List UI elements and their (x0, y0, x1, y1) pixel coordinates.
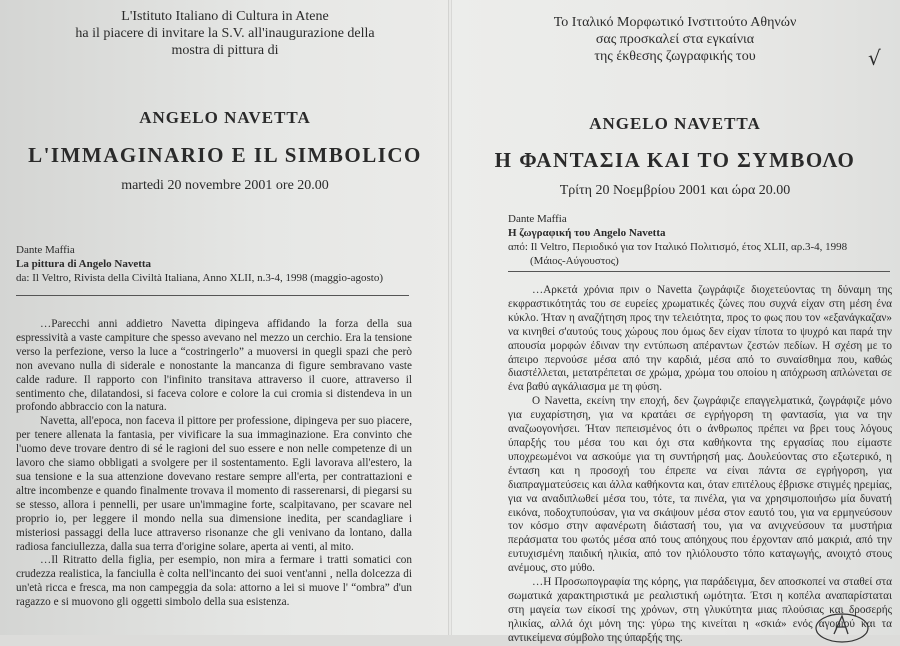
opening-date: martedi 20 novembre 2001 ore 20.00 (121, 178, 329, 193)
source-citation: da: Il Veltro, Rivista della Civiltà Italiana, Anno XLII, n.3-4, 1998 (maggio-agosto) (16, 272, 384, 284)
handwritten-signature-icon (812, 606, 872, 636)
artist-name: ANGELO NAVETTA (139, 108, 311, 127)
paragraph: …Η Προσωπογραφία της κόρης, για παράδειγμα, δεν αποσκοπεί να σταθεί στα σωματικά χαρακτηριστικά με ρεαλιστική ωμότητα. Έτσι η κοπέλα αναπαρίσταται στη μαγεία των είκοσί της χρόνων, στη γλυκύτητα μιας πλούσιας και δροσερής ηλικίας, αλλά όχι μόνη της: γύρω της κινείται η «σκιά» ενός αγοριού και τα αντικείμενα σύμβολο της ύπαρξής της. (508, 576, 892, 644)
paragraph: …Parecchi anni addietro Navetta dipingeva affidando la forza della sua espressività a vaste campiture che spesso avevano nel mezzo un cerchio. Era la tensione verso la perfezione, verso la luce a “costringerlo” a muoversi in quegli spazi che però non avevano nulla di siderale e nonostante la mancanza di figure sembravano vaste calde radure. Il rapporto con l'infinito transitava attraverso il cuore, attraverso il sentimento che, dilatandosi, si faceva colore e colore la cui cromia si distendeva in un profondo abbraccio con la natura. (16, 318, 412, 414)
source-period: (Μάιος-Αύγουστος) (530, 255, 619, 267)
article-title: La pittura di Angelo Navetta (16, 258, 152, 270)
article-source (16, 243, 446, 285)
italian-page (0, 0, 450, 635)
invite-line: L'Istituto Italiano di Cultura in Atene (121, 9, 329, 24)
greek-page (450, 0, 900, 644)
author: Dante Maffia (16, 244, 75, 256)
article-source (508, 212, 896, 268)
opening-date: Τρίτη 20 Νοεμβρίου 2001 και ώρα 20.00 (559, 183, 791, 198)
exhibition-title: L'IMMAGINARIO E IL SIMBOLICO (28, 143, 422, 167)
invite-line: σας προσκαλεί στα εγκαίνια (595, 32, 755, 47)
divider (16, 295, 409, 296)
paragraph: …Αρκετά χρόνια πριν ο Navetta ζωγράφιζε διοχετεύοντας τη δύναμη της εκφραστικότητάς του σε ευρείες χρωματικές ζώνες που συχνά είχαν στη μέση ένα κύκλο. Ήταν η αναζήτηση προς την τελειότητα, προς το φως που τον «εξανάγκαζαν» να κινηθεί σ'αυτούς τους χώρους που όμως δεν είχαν τίποτα το ψυχρό και παρά την απουσία μορφών έδιναν την εντύπωση απέραντων ζεστών πεδίων. Η σχέση με το άπειρο περνούσε μέσα από την καρδιά, μέσα από το συναίσθημα που, καθώς διαστέλλεται, μετατρέπεται σε χρώμα, χρώμα του οποίου η απόχρωση απλώνεται σε ένα βαθύ αγκάλιασμα με τη φύση. (508, 284, 892, 394)
divider (508, 271, 890, 272)
source-citation: από: Il Veltro, Περιοδικό για τον Ιταλικό Πολιτισμό, έτος XLII, αρ.3-4, 1998 (508, 241, 848, 253)
page-fold (448, 0, 452, 635)
author: Dante Maffia (508, 213, 567, 225)
checkmark-annotation: √ (868, 46, 881, 70)
exhibition-title: Η ΦΑΝΤΑΣΙΑ ΚΑΙ ΤΟ ΣΥΜΒΟΛΟ (494, 148, 856, 172)
paragraph: Navetta, all'epoca, non faceva il pittore per professione, dipingeva per suo piacere, per tenere allenata la fantasia, per vivificare la sua immaginazione. Era convinto che l'uomo deve trovare dentro di sé le ragioni del suo essere e non nelle competenze di un lavoro che siamo obbligati a svolgere per il sostentamento. Egli lavorava all'estero, la sua tensione e la sua attenzione dovevano restare sempre all'erta, per contrattazioni e altre incombenze e quando finalmente trovava il momento di rasserenarsi, di piegarsi su se stesso, allora i pennelli, per usare un'immagine forte, scalpitavano, per scavare nel proprio io, per leggere il mondo nella sua dimensione inedita, per scandagliare i misteriosi passaggi della luce attraverso risonanze che gli venivano da lontano, dalla radiosa fanciullezza, dalla sua terra d'origine solare, aperta ai venti, al mito. (16, 415, 412, 553)
invitation-text (450, 14, 900, 65)
paragraph: Ο Navetta, εκείνη την εποχή, δεν ζωγράφιζε επαγγελματικά, ζωγράφιζε μόνο για ευχαρίστηση, για να κρατάει σε εγρήγορση τη φαντασία, για να την αναζωογονήσει. Ήταν πεπεισμένος ότι ο άνθρωπος πρέπει να βρει τους λόγους ύπαρξής του μέσα του και όχι στα καθήκοντα της εργασίας που είμαστε υποχρεωμένοι να ασκούμε για τη συντήρησή μας. Δουλεύοντας στο εξωτερικό, η ένταση και η προσοχή του έπρεπε να είναι πάντα σε εγρήγορση, για διαπραγματεύσεις και άλλα καθήκοντα και, όταν επιτέλους έβρισκε στιγμές ηρεμίας, για να αναδιπλωθεί μέσα του, τότε, τα πινέλα, για να χρησιμοποιήσω μία δυνατή εικόνα, ποδοχτυπούσαν, για να σκάψουν μέσα στον εαυτό του, για να ερμηνεύσουν τον κόσμο στην αφανέρωτη διάστασή του, για να ανιχνεύσουν τα μυστήρια περάσματα του φωτός μέσα από τους απόηχους που έρχονταν από μακριά, από την ευτυχισμένη παιδική ηλικία, από τον ηλιόλουστο τόπο καταγωγής, ανοιχτό στους ανέμους, στο μύθο. (508, 395, 892, 575)
article-body (508, 284, 892, 646)
article-title: Η ζωγραφική του Angelo Navetta (508, 227, 666, 239)
invitation-text (0, 8, 450, 59)
invite-line: Το Ιταλικό Μορφωτικό Ινστιτούτο Αθηνών (553, 15, 797, 30)
paragraph: …Il Ritratto della figlia, per esempio, non mira a fermare i tratti somatici con crudezza realistica, la fanciulla è colta nell'incanto dei suoi vent'anni , nella dolcezza di un'età ricca e fresca, ma non campeggia da sola: attorno a lei si muove l' “ombra” d'un ragazzo e si muovono gli oggetti simbolo della sua esistenza. (16, 554, 412, 609)
invite-line: ha il piacere di invitare la S.V. all'inaugurazione della (75, 26, 375, 41)
article-body (16, 318, 412, 610)
artist-name: ANGELO NAVETTA (589, 114, 761, 133)
invite-line: της έκθεσης ζωγραφικής του (594, 49, 756, 64)
invite-line: mostra di pittura di (171, 43, 279, 58)
